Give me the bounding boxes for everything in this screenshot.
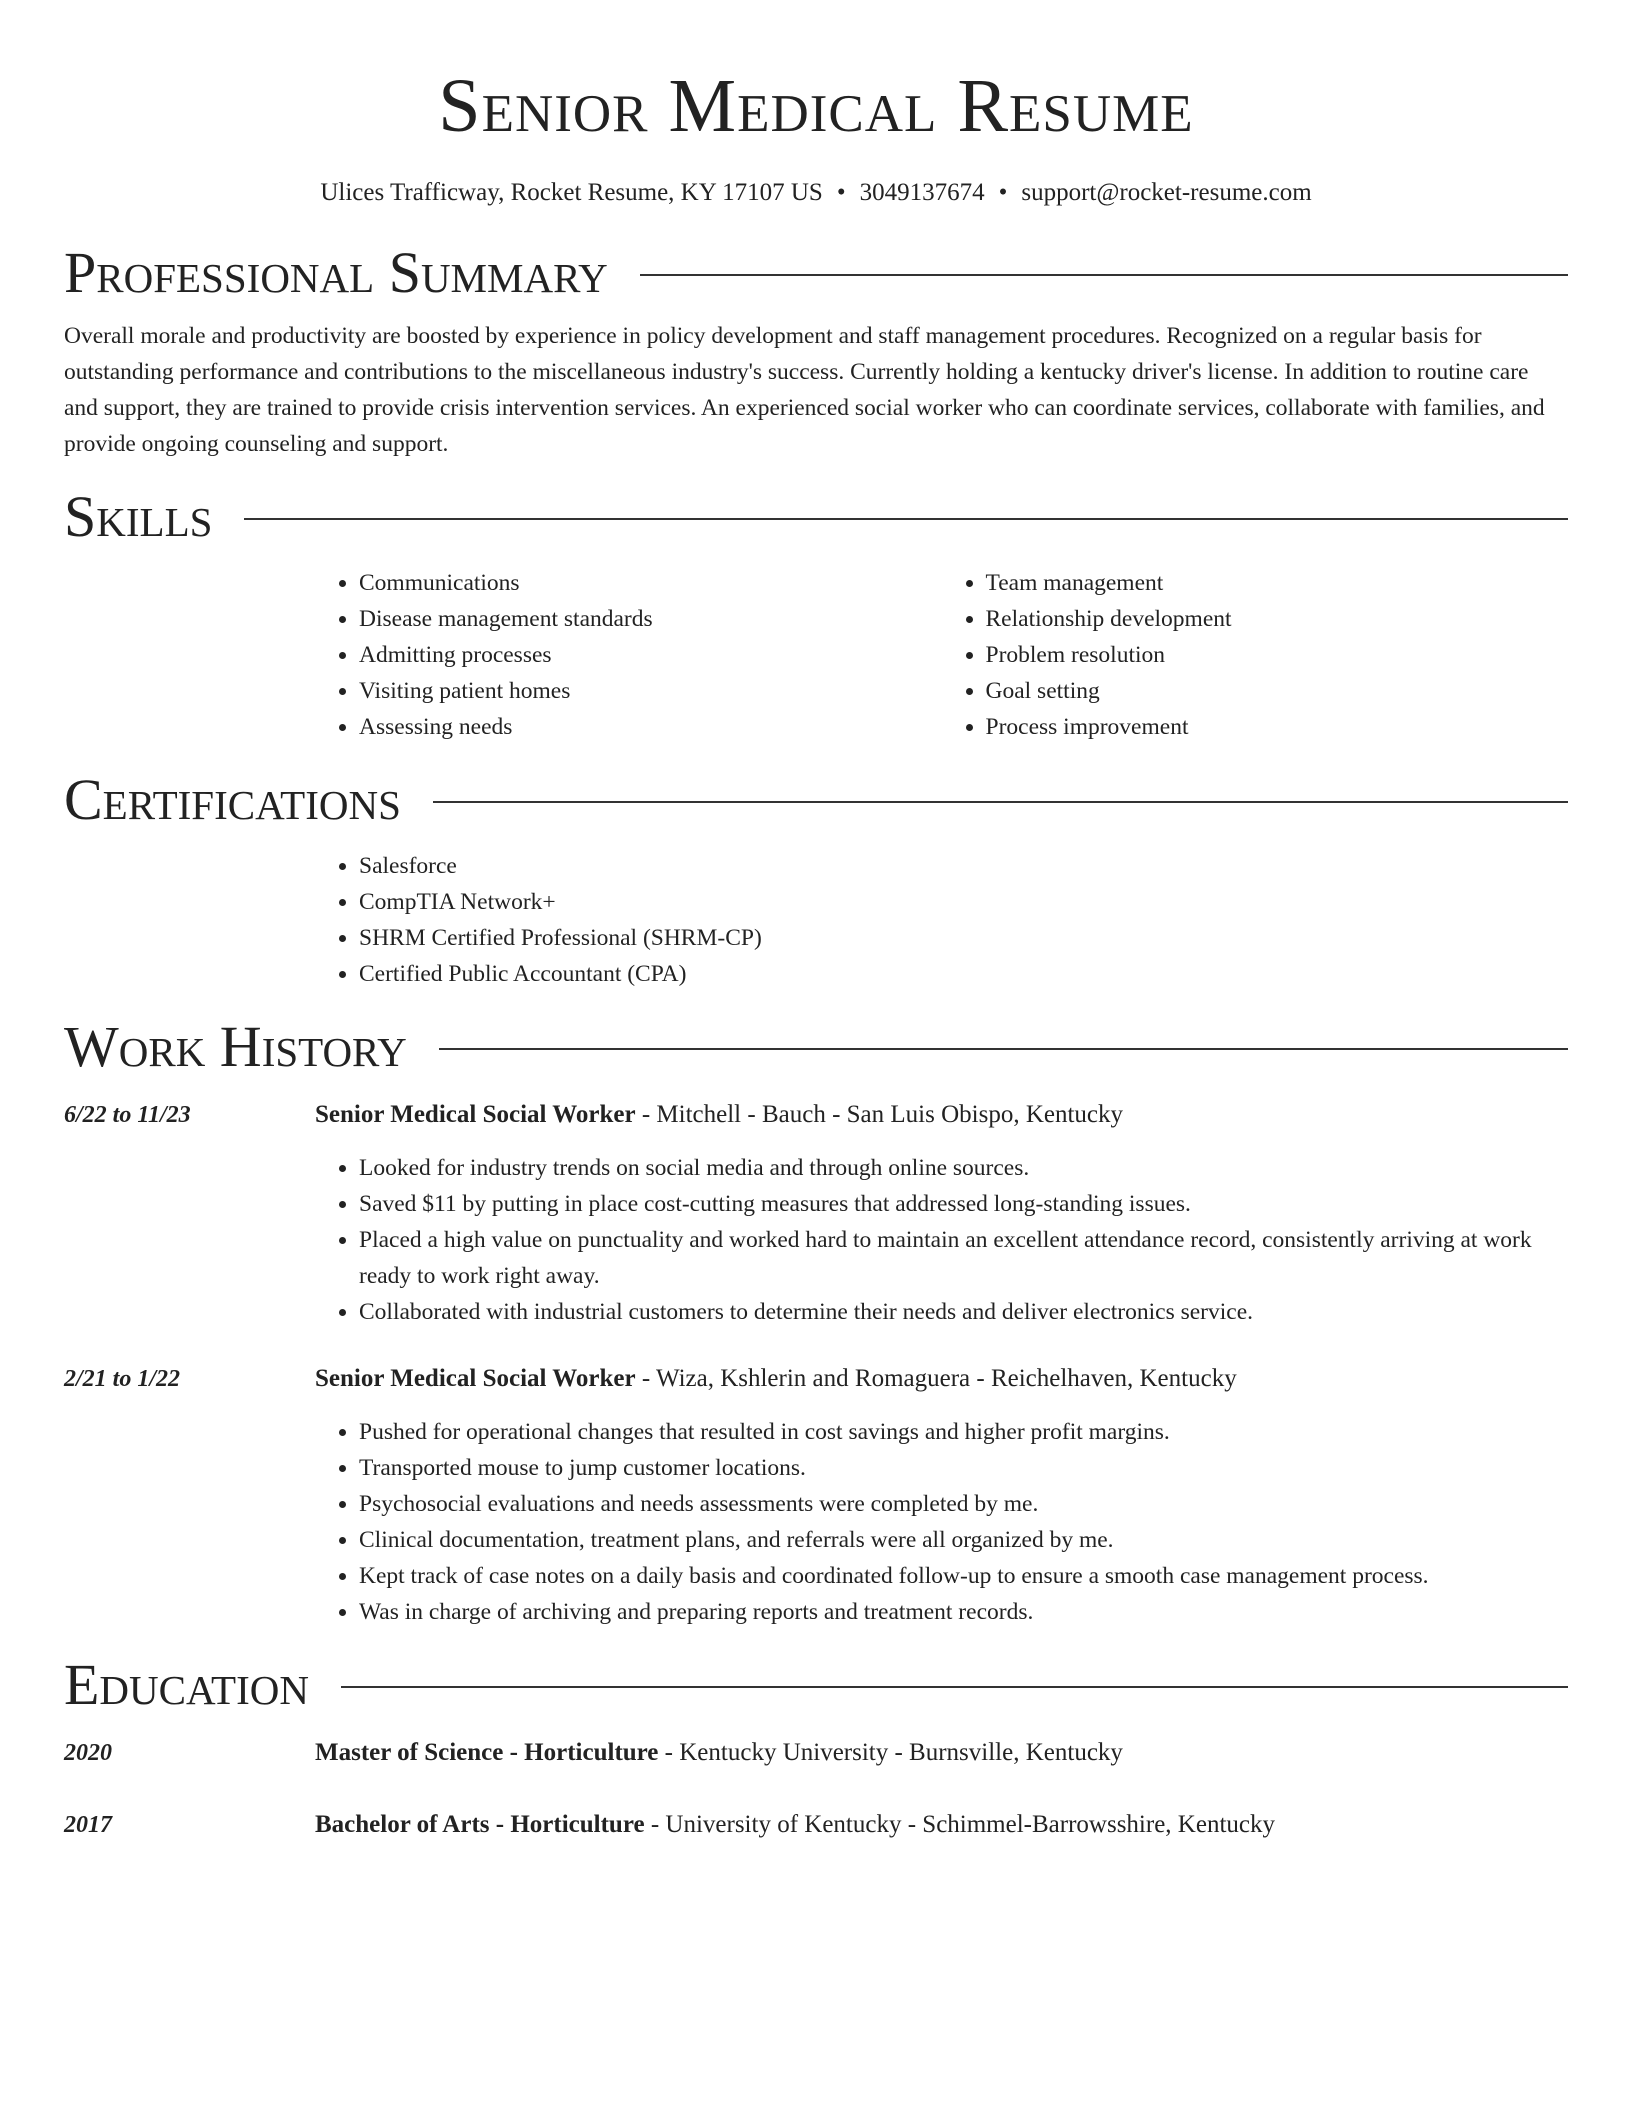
work-bullet: • Kept track of case notes on a daily basis and coordinated follow-up to ensure a smooth case management process. — [359, 1558, 1568, 1594]
work-bullet: • Psychosocial evaluations and needs assessments were completed by me. — [359, 1486, 1568, 1522]
education-year: 2020 — [64, 1740, 112, 1766]
work-bullet: • Pushed for operational changes that resulted in cost savings and higher profit margins. — [359, 1414, 1568, 1450]
work-section-header — [64, 1014, 1568, 1080]
certifications-list — [315, 848, 1568, 992]
job-details: - Wiza, Kshlerin and Romaguera - Reichelhaven, Kentucky — [635, 1365, 1237, 1392]
school-details: - University of Kentucky - Schimmel-Barrowsshire, Kentucky — [644, 1811, 1275, 1838]
skill-item: • Visiting patient homes — [359, 673, 942, 709]
work-dates: 2/21 to 1/22 — [64, 1366, 181, 1392]
work-entry-header — [64, 1362, 1568, 1396]
work-bullets — [315, 1150, 1568, 1330]
certifications-section-header — [64, 767, 1568, 833]
certification-item: • Salesforce — [359, 848, 1568, 884]
work-bullet: • Collaborated with industrial customers to determine their needs and deliver electronics service. — [359, 1294, 1568, 1330]
job-details: - Mitchell - Bauch - San Luis Obispo, Kentucky — [635, 1101, 1124, 1128]
education-title-line — [315, 1808, 1568, 1842]
work-bullet: • Looked for industry trends on social media and through online sources. — [359, 1150, 1568, 1186]
skills-heading: Skills — [64, 484, 213, 549]
skills-column-right — [942, 565, 1569, 745]
work-bullet: • Placed a high value on punctuality and worked hard to maintain an excellent attendance record, consistently arriving at work ready to work right away. — [359, 1222, 1568, 1294]
job-title: Senior Medical Social Worker — [315, 1101, 636, 1128]
certification-item: • CompTIA Network+ — [359, 884, 1568, 920]
skill-item: • Admitting processes — [359, 637, 942, 673]
skill-item: • Communications — [359, 565, 942, 601]
summary-section-header — [64, 240, 1568, 306]
summary-heading: Professional Summary — [64, 240, 608, 305]
work-heading: Work History — [64, 1014, 407, 1079]
contact-email: support@rocket-resume.com — [1021, 179, 1312, 206]
section-divider — [341, 1686, 1568, 1688]
work-bullet: • Was in charge of archiving and preparing reports and treatment records. — [359, 1594, 1568, 1630]
degree: Bachelor of Arts - Horticulture — [315, 1811, 645, 1838]
skills-column-left — [315, 565, 942, 745]
section-divider — [640, 274, 1568, 276]
work-bullet: • Transported mouse to jump customer locations. — [359, 1450, 1568, 1486]
work-title-line — [315, 1362, 1568, 1396]
skill-item: • Goal setting — [986, 673, 1569, 709]
education-year: 2017 — [64, 1812, 112, 1838]
contact-phone: 3049137674 — [859, 179, 985, 206]
education-title-line — [315, 1736, 1568, 1770]
work-entry — [64, 1362, 1568, 1630]
work-bullet: • Clinical documentation, treatment plans, and referrals were all organized by me. — [359, 1522, 1568, 1558]
job-title: Senior Medical Social Worker — [315, 1365, 636, 1392]
work-entry — [64, 1098, 1568, 1330]
skill-item: • Process improvement — [986, 709, 1569, 745]
certifications-heading: Certifications — [64, 767, 401, 832]
work-entry-header — [64, 1098, 1568, 1132]
school-details: - Kentucky University - Burnsville, Kentucky — [658, 1739, 1123, 1766]
skills-section-header — [64, 484, 1568, 550]
certification-item: • SHRM Certified Professional (SHRM-CP) — [359, 920, 1568, 956]
skills-list — [315, 565, 1568, 745]
section-divider — [439, 1048, 1568, 1050]
contact-separator: • — [998, 179, 1008, 206]
degree: Master of Science - Horticulture — [315, 1739, 659, 1766]
work-bullets — [315, 1414, 1568, 1630]
education-heading: Education — [64, 1652, 309, 1717]
skill-item: • Assessing needs — [359, 709, 942, 745]
summary-text: Overall morale and productivity are boosted by experience in policy development and staff management procedures. Recognized on a regular basis for outstanding performance and contributions to the miscellaneous industry's success. Currently holding a kentucky driver's license. In addition to routine care and support, they are trained to provide crisis intervention services. An experienced social worker who can coordinate services, collaborate with families, and provide ongoing counseling and support. — [64, 323, 1545, 457]
contact-separator: • — [836, 179, 846, 206]
work-dates: 6/22 to 11/23 — [64, 1102, 191, 1128]
skill-item: • Team management — [986, 565, 1569, 601]
education-section-header — [64, 1652, 1568, 1718]
resume-page — [64, 0, 1568, 1842]
contact-line — [64, 176, 1568, 210]
skill-item: • Disease management standards — [359, 601, 942, 637]
work-title-line — [315, 1098, 1568, 1132]
work-bullet: • Saved $11 by putting in place cost-cutting measures that addressed long-standing issues. — [359, 1186, 1568, 1222]
education-entry — [64, 1736, 1568, 1770]
skill-item: • Problem resolution — [986, 637, 1569, 673]
resume-title: Senior Medical Resume — [438, 64, 1194, 148]
education-entry — [64, 1808, 1568, 1842]
skill-item: • Relationship development — [986, 601, 1569, 637]
section-divider — [433, 801, 1568, 803]
certification-item: • Certified Public Accountant (CPA) — [359, 956, 1568, 992]
contact-address: Ulices Trafficway, Rocket Resume, KY 17107 US — [320, 179, 823, 206]
section-divider — [244, 518, 1568, 520]
